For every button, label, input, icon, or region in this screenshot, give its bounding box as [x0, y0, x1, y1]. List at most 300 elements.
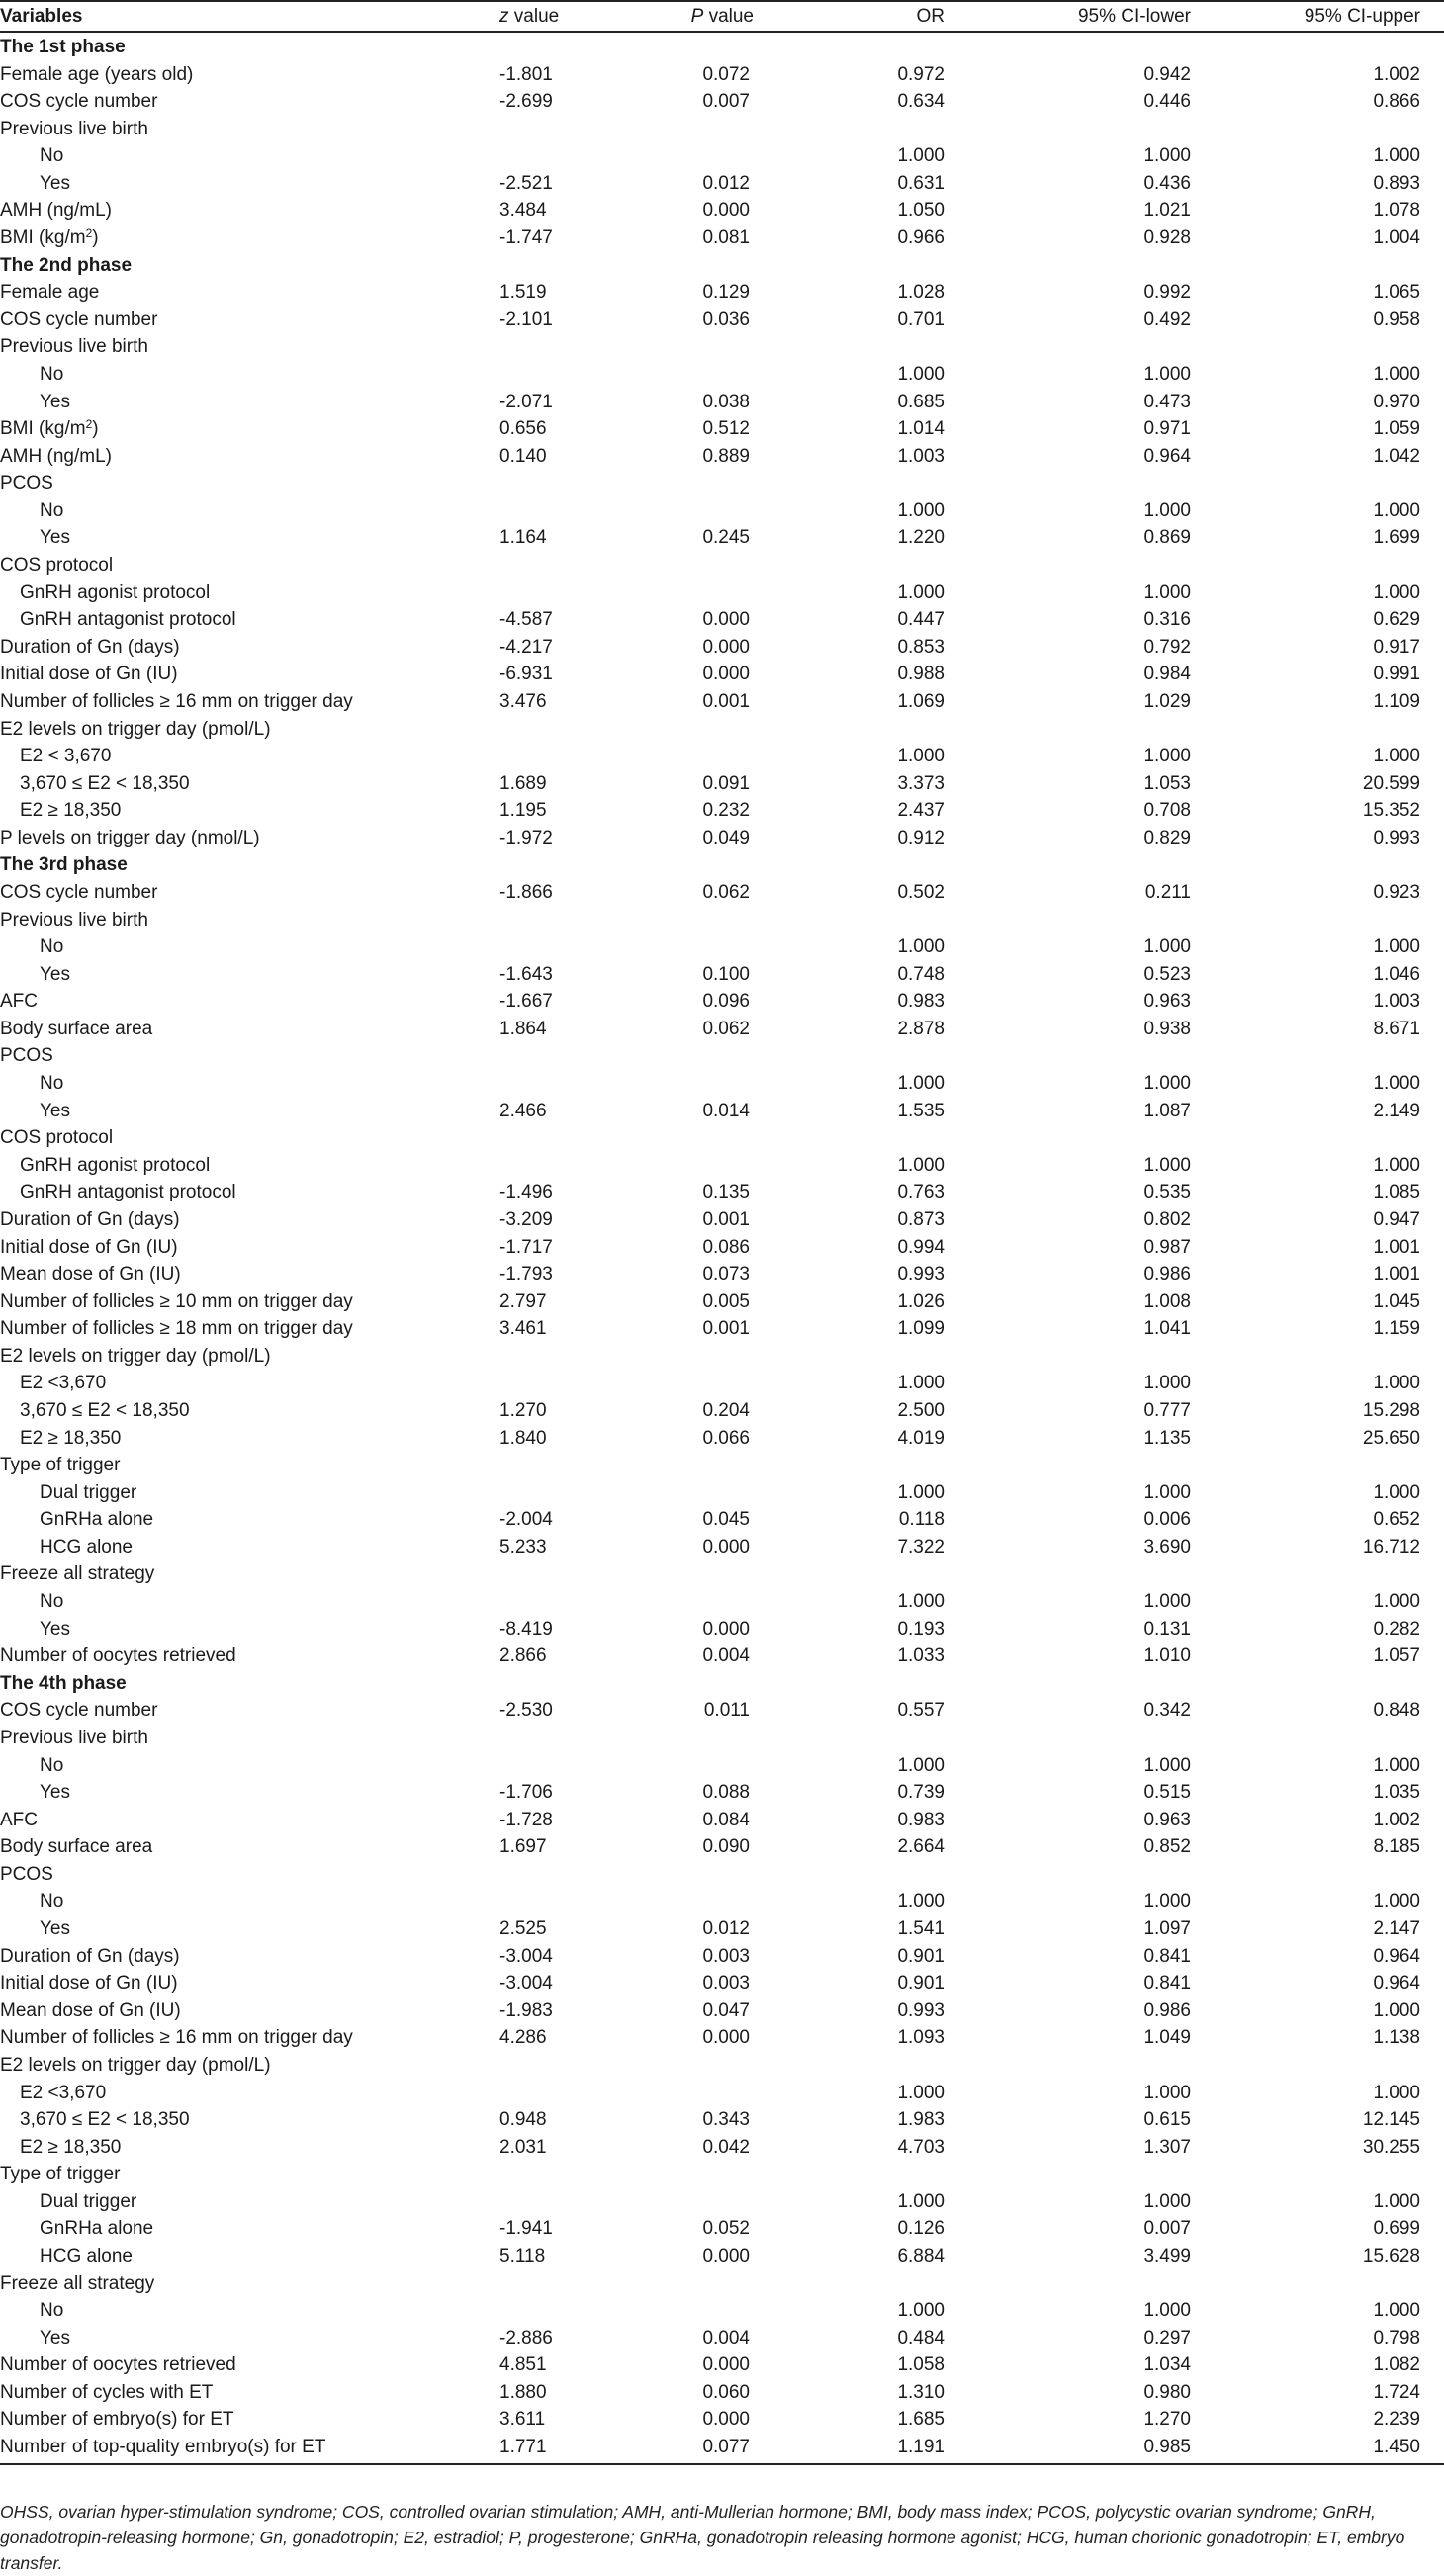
label-text: HCG alone: [40, 1536, 133, 1557]
cell-p: 0.090: [702, 1836, 750, 1858]
section-heading-row: [0, 252, 1444, 280]
cell-or: 0.972: [897, 63, 945, 85]
cell-hi: 0.923: [1373, 881, 1420, 903]
variable-label: [0, 1833, 152, 1861]
cell-p: 0.000: [702, 2027, 750, 2049]
table-row: [0, 661, 1444, 688]
table-row: [0, 415, 1444, 443]
label-text: No: [40, 499, 64, 521]
cell-hi: 1.004: [1373, 227, 1420, 249]
table-row: [0, 1152, 1444, 1180]
cell-or: 1.000: [897, 145, 945, 167]
table-row: [0, 1643, 1444, 1670]
cell-z: -1.667: [499, 991, 553, 1013]
cell-lo: 0.615: [1143, 2109, 1191, 2131]
cell-lo: 1.000: [1143, 1891, 1191, 1912]
label-text: Number of cycles with ET: [0, 2381, 214, 2403]
variable-label: [20, 797, 121, 825]
cell-hi: 0.993: [1373, 827, 1420, 848]
cell-z: -1.496: [499, 1182, 553, 1203]
label-text: Female age: [0, 282, 100, 304]
cell-hi: 0.652: [1373, 1509, 1420, 1531]
cell-p: 0.066: [702, 1427, 750, 1449]
label-text: Number of follicles ≥ 18 mm on trigger day: [0, 1318, 353, 1340]
cell-hi: 0.629: [1373, 609, 1420, 631]
cell-hi: 0.893: [1373, 172, 1420, 194]
cell-z: -6.931: [499, 664, 553, 685]
variable-label: [0, 2052, 271, 2080]
header-variables: Variables: [0, 6, 83, 27]
cell-or: 0.748: [897, 963, 945, 985]
variable-label: [20, 770, 190, 798]
label-text: Duration of Gn (days): [0, 1208, 180, 1230]
label-text: Yes: [40, 1100, 70, 1121]
label-text: The 2nd phase: [0, 254, 133, 276]
cell-z: -1.983: [499, 1999, 553, 2021]
cell-p: 0.204: [702, 1400, 750, 1421]
cell-p: 0.100: [702, 963, 750, 985]
cell-lo: 0.446: [1143, 91, 1191, 113]
cell-or: 0.557: [897, 1700, 945, 1722]
cell-or: 0.912: [897, 827, 945, 848]
variable-label: [0, 825, 260, 852]
variable-label: [0, 1261, 181, 1288]
cell-lo: 1.029: [1143, 690, 1191, 712]
cell-or: 1.310: [897, 2381, 945, 2403]
variable-label: [40, 961, 70, 989]
label-text: E2 levels on trigger day (pmol/L): [0, 2054, 271, 2076]
cell-hi: 0.947: [1373, 1208, 1420, 1230]
cell-z: 1.697: [499, 1836, 547, 1858]
variable-label: [0, 688, 353, 716]
table-row: [0, 2106, 1444, 2134]
table-row: [0, 579, 1444, 607]
cell-z: -3.004: [499, 1973, 553, 1995]
cell-lo: 0.006: [1143, 1509, 1191, 1531]
cell-or: 1.220: [897, 527, 945, 549]
cell-lo: 0.971: [1143, 418, 1191, 440]
cell-z: -4.587: [499, 609, 553, 631]
variable-label: [40, 1779, 70, 1807]
cell-p: 0.036: [702, 309, 750, 330]
cell-lo: 1.000: [1143, 1754, 1191, 1776]
cell-p: 0.245: [702, 527, 750, 549]
label-text: COS cycle number: [0, 91, 158, 113]
cell-p: 0.000: [702, 2245, 750, 2266]
cell-lo: 0.473: [1143, 391, 1191, 412]
variable-label: [0, 661, 178, 688]
label-text: COS protocol: [0, 555, 114, 577]
table-row: [0, 1315, 1444, 1343]
label-text: BMI (kg/m: [0, 227, 86, 249]
label-text: Mean dose of Gn (IU): [0, 1999, 181, 2021]
table-row: [0, 961, 1444, 989]
table-row: [0, 1042, 1444, 1070]
cell-hi: 0.282: [1373, 1618, 1420, 1640]
cell-lo: 0.841: [1143, 1973, 1191, 1995]
table-row: [0, 716, 1444, 744]
cell-lo: 1.000: [1143, 1591, 1191, 1613]
label-text: AFC: [0, 1809, 38, 1830]
variable-label: [0, 470, 53, 497]
cell-hi: 1.046: [1373, 963, 1420, 985]
cell-hi: 1.000: [1373, 936, 1420, 958]
label-text: Previous live birth: [0, 336, 148, 358]
label-text: Yes: [40, 172, 70, 194]
cell-hi: 1.085: [1373, 1182, 1420, 1203]
cell-p: 0.062: [702, 881, 750, 903]
cell-lo: 0.802: [1143, 1208, 1191, 1230]
cell-z: 4.286: [499, 2027, 547, 2049]
label-text: No: [40, 1073, 64, 1095]
cell-or: 1.000: [897, 499, 945, 521]
cell-hi: 8.185: [1373, 1836, 1420, 1858]
label-text: Initial dose of Gn (IU): [0, 1236, 178, 1258]
cell-hi: 15.628: [1362, 2245, 1420, 2266]
label-text: No: [40, 936, 64, 958]
table-row: [0, 1234, 1444, 1262]
table-row: [0, 1725, 1444, 1752]
cell-lo: 0.852: [1143, 1836, 1191, 1858]
cell-lo: 1.049: [1143, 2027, 1191, 2049]
cell-hi: 0.958: [1373, 309, 1420, 330]
cell-or: 0.126: [897, 2218, 945, 2240]
cell-or: 0.901: [897, 1973, 945, 1995]
cell-hi: 1.000: [1373, 746, 1420, 767]
cell-z: 3.611: [499, 2409, 546, 2431]
cell-z: 1.270: [499, 1400, 547, 1421]
cell-or: 0.853: [897, 636, 945, 658]
label-text: E2 <3,670: [20, 1373, 107, 1394]
header-ci-lower: 95% CI-lower: [1077, 6, 1191, 27]
variable-label: [0, 2161, 120, 2188]
table-row: [0, 1016, 1444, 1043]
cell-p: 0.088: [702, 1782, 750, 1804]
table-row: [0, 2161, 1444, 2188]
cell-lo: 1.021: [1143, 200, 1191, 222]
cell-lo: 1.053: [1143, 772, 1191, 794]
variable-label: [40, 142, 63, 170]
table-footnote: OHSS, ovarian hyper-stimulation syndrome; COS, controlled ovarian stimulation; AMH, anti-Mullerian hormone; BMI, body mass index; PCOS, polycystic ovarian syndrome; GnRH, gonadotropin-releasing hormone; Gn, gonadotropin; E2, estradiol; P, progesterone; GnRHa, gonadotropin releasing hormone agonist; HCG, human chorionic gonadotropin; ET, embryo transfer.: [0, 2502, 1405, 2573]
cell-lo: 3.690: [1143, 1536, 1191, 1557]
table-row: [0, 2297, 1444, 2325]
table-bottom-rule: [0, 2463, 1444, 2465]
label-text: COS protocol: [0, 1127, 114, 1149]
table-header-row: [0, 3, 1444, 31]
cell-p: 0.052: [702, 2218, 750, 2240]
cell-z: 5.233: [499, 1536, 547, 1557]
label-text: Previous live birth: [0, 909, 148, 931]
label-text: GnRH antagonist protocol: [20, 609, 236, 631]
cell-lo: 1.135: [1143, 1427, 1191, 1449]
cell-or: 1.000: [897, 1073, 945, 1095]
label-tail: ): [92, 418, 99, 440]
cell-p: 0.512: [702, 418, 750, 440]
label-text: 3,670 ≤ E2 < 18,350: [20, 1400, 190, 1421]
cell-or: 1.000: [897, 1373, 945, 1394]
cell-or: 0.631: [897, 172, 945, 194]
variable-label: [0, 1234, 178, 1262]
variable-label: [0, 2024, 353, 2052]
cell-or: 1.000: [897, 2082, 945, 2103]
table-row: [0, 2024, 1444, 2052]
cell-hi: 2.149: [1373, 1100, 1420, 1121]
cell-lo: 1.000: [1143, 1373, 1191, 1394]
cell-or: 0.701: [897, 309, 945, 330]
label-text: The 4th phase: [0, 1672, 127, 1694]
variable-label: [40, 497, 63, 525]
header-p-value: P value: [690, 6, 754, 27]
cell-hi: 0.964: [1373, 1973, 1420, 1995]
cell-p: 0.045: [702, 1509, 750, 1531]
table-row: [0, 142, 1444, 170]
label-text: Dual trigger: [40, 2190, 137, 2212]
table-row: [0, 2080, 1444, 2107]
cell-hi: 1.699: [1373, 527, 1420, 549]
section-heading: [0, 1670, 127, 1698]
cell-lo: 1.041: [1143, 1318, 1191, 1340]
cell-lo: 0.987: [1143, 1236, 1191, 1258]
variable-label: [40, 1588, 63, 1616]
cell-lo: 1.000: [1143, 581, 1191, 603]
cell-lo: 0.792: [1143, 636, 1191, 658]
cell-lo: 0.938: [1143, 1018, 1191, 1039]
cell-lo: 0.492: [1143, 309, 1191, 330]
cell-p: 0.000: [702, 1536, 750, 1557]
cell-or: 0.447: [897, 609, 945, 631]
label-text: The 1st phase: [0, 37, 126, 57]
table-row: [0, 2352, 1444, 2379]
table-row: [0, 606, 1444, 634]
cell-hi: 1.000: [1373, 2190, 1420, 2212]
cell-lo: 0.007: [1143, 2218, 1191, 2240]
cell-lo: 0.211: [1144, 881, 1191, 903]
label-text: Freeze all strategy: [0, 2272, 155, 2294]
cell-p: 0.001: [702, 690, 750, 712]
cell-hi: 1.000: [1373, 145, 1420, 167]
cell-lo: 0.942: [1143, 63, 1191, 85]
cell-z: 1.519: [499, 282, 547, 304]
label-text: Number of follicles ≥ 10 mm on trigger day: [0, 1290, 353, 1312]
cell-p: 0.049: [702, 827, 750, 848]
cell-z: 1.164: [499, 527, 547, 549]
cell-lo: 1.000: [1143, 1073, 1191, 1095]
variable-label: [0, 443, 112, 471]
cell-p: 0.232: [702, 800, 750, 822]
label-text: Number of oocytes retrieved: [0, 1645, 236, 1667]
cell-or: 2.437: [897, 800, 945, 822]
cell-or: 1.093: [897, 2027, 945, 2049]
label-text: Dual trigger: [40, 1481, 137, 1503]
cell-hi: 1.000: [1373, 499, 1420, 521]
cell-z: -2.101: [499, 309, 553, 330]
label-text: No: [40, 1591, 64, 1613]
cell-p: 0.012: [702, 172, 750, 194]
cell-p: 0.000: [702, 1618, 750, 1640]
cell-lo: 0.297: [1143, 2327, 1191, 2349]
cell-p: 0.129: [702, 282, 750, 304]
label-text: Previous live birth: [0, 118, 148, 139]
label-text: Initial dose of Gn (IU): [0, 664, 178, 685]
cell-p: 0.047: [702, 1999, 750, 2021]
cell-lo: 0.708: [1143, 800, 1191, 822]
cell-or: 1.535: [897, 1100, 945, 1121]
label-text: E2 ≥ 18,350: [20, 2136, 122, 2158]
variable-label: [20, 1370, 106, 1397]
cell-hi: 1.082: [1373, 2354, 1420, 2376]
cell-p: 0.000: [702, 2354, 750, 2376]
variable-label: [40, 2325, 70, 2353]
cell-or: 0.685: [897, 391, 945, 412]
cell-lo: 0.928: [1143, 227, 1191, 249]
label-text: P levels on trigger day (nmol/L): [0, 827, 260, 848]
cell-or: 1.033: [897, 1645, 945, 1667]
cell-hi: 1.450: [1373, 2437, 1420, 2458]
cell-hi: 1.000: [1373, 1373, 1420, 1394]
header-ci-upper: 95% CI-upper: [1304, 6, 1420, 27]
table-row: [0, 1534, 1444, 1561]
cell-lo: 1.307: [1143, 2136, 1191, 2158]
cell-hi: 1.000: [1373, 1154, 1420, 1176]
cell-or: 1.191: [897, 2437, 945, 2458]
variable-label: [0, 716, 271, 744]
cell-hi: 1.057: [1373, 1645, 1420, 1667]
label-text: GnRH antagonist protocol: [20, 1182, 236, 1203]
cell-or: 1.000: [897, 363, 945, 385]
table-row: [0, 88, 1444, 116]
label-text: E2 ≥ 18,350: [20, 1427, 122, 1449]
cell-hi: 12.145: [1362, 2109, 1420, 2131]
cell-lo: 0.523: [1143, 963, 1191, 985]
cell-hi: 1.078: [1373, 200, 1420, 222]
table-row: [0, 1833, 1444, 1861]
variable-label: [0, 634, 180, 662]
cell-z: 2.866: [499, 1645, 547, 1667]
cell-z: -2.071: [499, 391, 553, 412]
cell-or: 1.028: [897, 282, 945, 304]
table-row: [0, 1943, 1444, 1971]
cell-lo: 0.515: [1143, 1782, 1191, 1804]
label-text: No: [40, 1891, 64, 1912]
cell-hi: 1.000: [1373, 581, 1420, 603]
label-text: Yes: [40, 527, 70, 549]
label-text: PCOS: [0, 1045, 53, 1067]
cell-or: 2.664: [897, 1836, 945, 1858]
variable-label: [0, 907, 148, 934]
cell-or: 1.541: [897, 1918, 945, 1940]
label-text: Type of trigger: [0, 1455, 121, 1476]
cell-z: -1.643: [499, 963, 553, 985]
table-row: [0, 2052, 1444, 2080]
cell-z: 3.484: [499, 200, 547, 222]
table-row: [0, 443, 1444, 471]
cell-or: 0.993: [897, 1264, 945, 1286]
label-text: Mean dose of Gn (IU): [0, 1264, 181, 1286]
cell-z: 1.689: [499, 772, 547, 794]
cell-hi: 1.109: [1373, 690, 1420, 712]
table-row: [0, 1288, 1444, 1316]
cell-z: 1.195: [499, 800, 547, 822]
table-row: [0, 2215, 1444, 2243]
variable-label: [20, 579, 210, 607]
variable-label: [40, 361, 63, 389]
cell-z: 0.948: [499, 2109, 547, 2131]
cell-lo: 1.008: [1143, 1290, 1191, 1312]
cell-p: 0.077: [702, 2437, 750, 2458]
cell-lo: 0.829: [1143, 827, 1191, 848]
label-text: PCOS: [0, 473, 53, 494]
label-text: No: [40, 363, 64, 385]
cell-lo: 0.986: [1143, 1264, 1191, 1286]
cell-z: -1.706: [499, 1782, 553, 1804]
cell-hi: 1.001: [1373, 1236, 1420, 1258]
label-text: AMH (ng/mL): [0, 200, 112, 222]
cell-or: 1.000: [897, 1591, 945, 1613]
cell-hi: 2.147: [1373, 1918, 1420, 1940]
table-row: [0, 797, 1444, 825]
label-text: HCG alone: [40, 2245, 133, 2266]
cell-z: -2.699: [499, 91, 553, 113]
variable-label: [0, 61, 193, 89]
cell-or: 1.069: [897, 690, 945, 712]
table-row: [0, 1124, 1444, 1152]
cell-z: -1.866: [499, 881, 553, 903]
table-row: [0, 1752, 1444, 1780]
table-row: [0, 197, 1444, 224]
label-tail: ): [92, 227, 99, 249]
label-text: Yes: [40, 1618, 70, 1640]
cell-p: 0.000: [702, 636, 750, 658]
cell-p: 0.060: [702, 2381, 750, 2403]
cell-or: 0.193: [897, 1618, 945, 1640]
variable-label: [40, 1752, 63, 1780]
table-row: [0, 2243, 1444, 2270]
table-row: [0, 1970, 1444, 1998]
label-text: Yes: [40, 1918, 70, 1940]
variable-label: [20, 2134, 121, 2162]
table-row: [0, 770, 1444, 798]
variable-label: [0, 2379, 213, 2407]
cell-or: 1.000: [897, 746, 945, 767]
cell-or: 0.634: [897, 91, 945, 113]
variable-label: [0, 1560, 154, 1588]
table-row: [0, 224, 1444, 252]
cell-or: 1.000: [897, 2190, 945, 2212]
cell-lo: 0.316: [1143, 609, 1191, 631]
cell-hi: 1.000: [1373, 363, 1420, 385]
variable-label: [20, 606, 236, 634]
label-text: Previous live birth: [0, 1727, 148, 1748]
cell-z: 4.851: [499, 2354, 547, 2376]
cell-hi: 1.138: [1373, 2027, 1420, 2049]
cell-hi: 0.866: [1373, 91, 1420, 113]
cell-hi: 1.045: [1373, 1290, 1420, 1312]
label-text: 3,670 ≤ E2 < 18,350: [20, 772, 190, 794]
table-row: [0, 2134, 1444, 2162]
cell-p: 0.007: [702, 91, 750, 113]
cell-lo: 1.010: [1143, 1645, 1191, 1667]
label-text: Duration of Gn (days): [0, 1945, 180, 1967]
table-row: [0, 1915, 1444, 1943]
cell-hi: 15.298: [1362, 1400, 1420, 1421]
cell-or: 1.014: [897, 418, 945, 440]
label-text: Type of trigger: [0, 2164, 121, 2185]
variable-label: [0, 333, 148, 361]
cell-hi: 0.917: [1373, 636, 1420, 658]
table-row: [0, 2188, 1444, 2216]
label-text: Yes: [40, 963, 70, 985]
cell-hi: 1.065: [1373, 282, 1420, 304]
